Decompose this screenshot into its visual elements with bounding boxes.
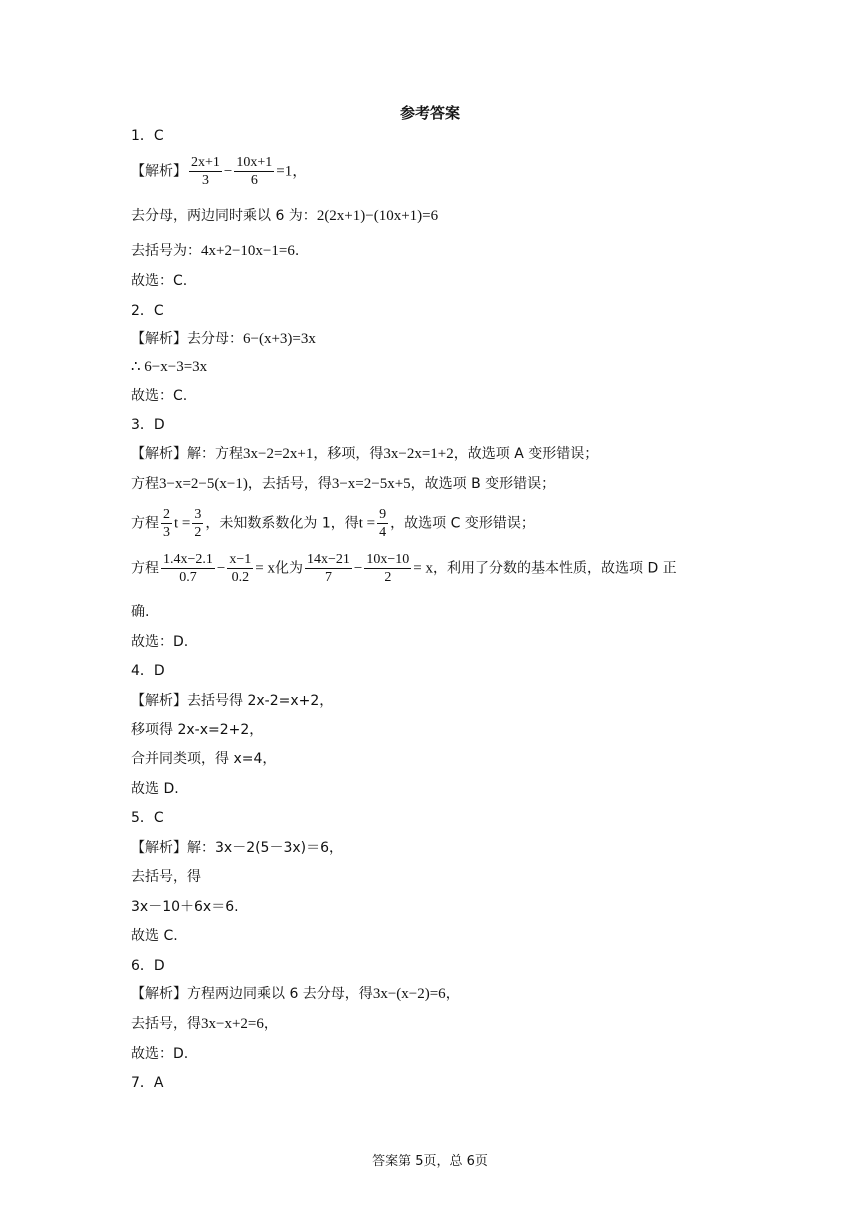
fraction <box>161 551 215 586</box>
q2-line-2 <box>131 357 207 376</box>
denominator: 0.7 <box>179 570 197 585</box>
q3-line-2 <box>131 473 555 493</box>
equation: 6−(x+3)=3x <box>243 331 316 347</box>
equation: t = <box>174 515 191 532</box>
numerator: 1.4x−2.1 <box>163 552 213 567</box>
q1-line-3 <box>131 240 299 260</box>
step-text: 方程 <box>131 476 159 492</box>
page-title: 参考答案 <box>399 104 460 122</box>
q5-line-1: 【解析】解：3x－2(5－3x)＝6， <box>131 840 344 856</box>
fraction <box>364 551 411 586</box>
analysis-label: 【解析】去分母： <box>131 331 243 347</box>
numerator: 2 <box>163 507 170 522</box>
q3-line-4: 方程 $\frac{1.4x-2.1}{0.7}$ − $\frac{x-1}{0.2}$ = x化为 $\frac{14x-21}{7}$ − $\frac{10x-10}{2}$ = x，利用了分数的基本性质，故选项 D 正 <box>131 552 677 585</box>
punctuation: ， <box>445 986 460 1002</box>
numerator: 9 <box>379 507 387 522</box>
step-text: ，故选项 B 变形错误； <box>410 476 556 492</box>
denominator: 2 <box>194 525 202 540</box>
equation: 3−x=2−5x+5 <box>331 476 411 492</box>
fraction <box>234 154 274 189</box>
numerator: 2x+1 <box>191 155 220 170</box>
q5-line-3: 3x－10＋6x＝6. <box>131 899 239 915</box>
q4-conclusion: 故选 D. <box>131 781 179 797</box>
step-text: ，未知数系数化为 1，得 <box>205 515 359 532</box>
fraction <box>377 506 388 541</box>
q3-line-3 <box>131 506 535 541</box>
q6-conclusion: 故选：D. <box>131 1046 189 1062</box>
equation: ∴ 6−x−3=3x <box>131 359 208 375</box>
q3-line-5: 确. <box>131 604 150 620</box>
fraction <box>161 506 172 541</box>
fraction <box>305 551 352 586</box>
denominator: 7 <box>324 570 332 585</box>
q1-line-1: 【解析】 $\frac{2x+1}{3}$ − $\frac{10x+1}{6}$ =1， <box>131 155 308 188</box>
punctuation: ， <box>263 1016 278 1032</box>
numerator: 10x+1 <box>236 155 273 170</box>
q5-heading: 5．C <box>131 810 164 826</box>
q6-line-1 <box>131 983 460 1003</box>
equation: = x <box>413 560 433 577</box>
step-text: 去括号，得 <box>131 1016 201 1032</box>
fraction <box>189 154 222 189</box>
analysis-label: 【解析】 <box>131 163 187 180</box>
q5-line-2: 去括号，得 <box>131 869 201 885</box>
analysis-label: 【解析】解：方程 <box>131 446 243 462</box>
denominator: 6 <box>250 173 258 188</box>
equation: = x <box>255 560 275 577</box>
numerator: 3 <box>194 507 202 522</box>
fraction <box>192 506 203 541</box>
page-footer: 答案第 5页，总 6页 <box>372 1154 488 1169</box>
step-text: ，去括号，得 <box>247 476 332 492</box>
step-text: ，利用了分数的基本性质，故选项 D 正 <box>433 560 677 577</box>
punctuation: . <box>294 243 300 259</box>
equation: 3x−x+2=6 <box>201 1016 264 1032</box>
q2-conclusion: 故选：C. <box>131 388 188 404</box>
numerator: 14x−21 <box>307 552 350 567</box>
q3-line-1 <box>131 443 598 463</box>
step-text: 去分母，两边同时乘以 6 为： <box>131 208 317 224</box>
step-text: ，故选项 A 变形错误； <box>453 446 599 462</box>
q6-heading: 6．D <box>131 958 165 974</box>
step-text: ，移项，得 <box>313 446 384 462</box>
q7-heading: 7．A <box>131 1075 164 1091</box>
equation: 3x−2x=1+2 <box>383 446 454 462</box>
q4-heading: 4．D <box>131 663 165 679</box>
q2-line-1 <box>131 328 316 348</box>
equation: 4x+2−10x−1=6 <box>201 243 295 259</box>
denominator: 2 <box>384 570 392 585</box>
step-text: ，故选项 C 变形错误； <box>390 515 535 532</box>
equation: 3−x=2−5(x−1) <box>159 476 248 492</box>
denominator: 3 <box>163 525 170 540</box>
q5-conclusion: 故选 C. <box>131 928 178 944</box>
step-text: 方程 <box>131 560 159 577</box>
equation: 3x−(x−2)=6 <box>372 986 446 1002</box>
step-text: 化为 <box>275 560 303 577</box>
q1-line-2 <box>131 205 438 225</box>
q4-line-3: 合并同类项，得 x=4， <box>131 751 277 767</box>
step-text: 【解析】方程两边同乘以 6 去分母，得 <box>131 986 373 1002</box>
denominator: 3 <box>201 173 209 188</box>
equation-tail: =1， <box>276 163 308 180</box>
equation: t = <box>358 515 376 532</box>
q6-line-2 <box>131 1013 278 1033</box>
numerator: x−1 <box>229 552 252 567</box>
step-text: 方程 <box>131 515 159 532</box>
numerator: 10x−10 <box>366 552 410 567</box>
q1-heading: 1．C <box>131 128 164 144</box>
fraction <box>227 551 253 586</box>
equation: 3x−2=2x+1 <box>243 446 314 462</box>
q2-heading: 2．C <box>131 303 164 319</box>
q4-line-1: 【解析】去括号得 2x-2=x+2， <box>131 693 334 709</box>
q3-conclusion: 故选：D. <box>131 634 189 650</box>
q1-conclusion: 故选：C. <box>131 273 188 289</box>
q4-line-2: 移项得 2x-x=2+2， <box>131 722 264 738</box>
step-text: 去括号为： <box>131 243 201 259</box>
denominator: 4 <box>379 525 387 540</box>
q3-heading: 3．D <box>131 417 165 433</box>
denominator: 0.2 <box>231 570 250 585</box>
equation: 2(2x+1)−(10x+1)=6 <box>316 208 439 224</box>
